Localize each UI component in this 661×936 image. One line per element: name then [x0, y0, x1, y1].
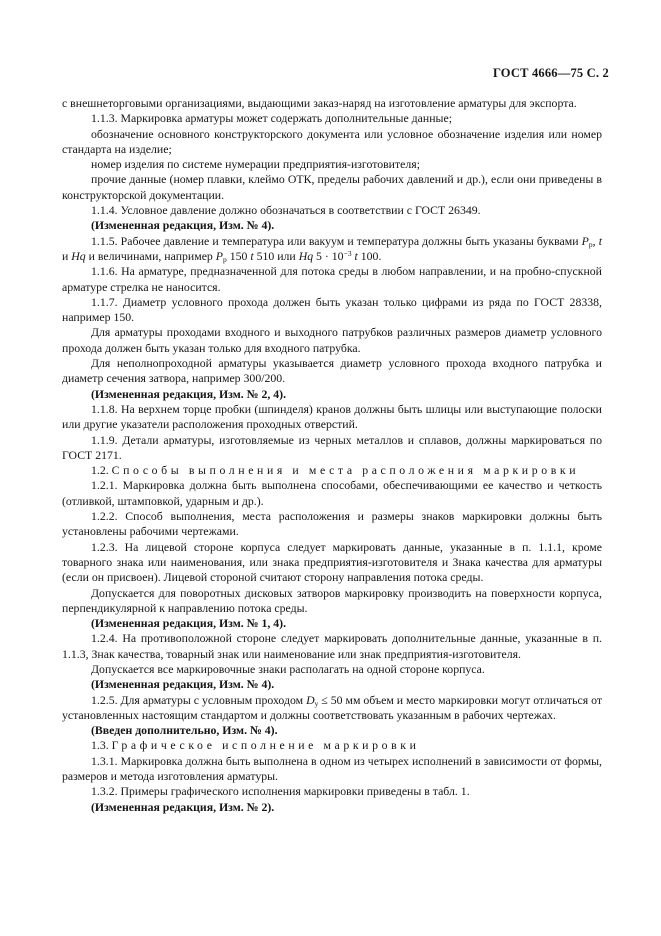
paragraph: 1.3.2. Примеры графического исполнения маркировки приведены в табл. 1. — [91, 784, 470, 799]
paragraph: 1.2.3. На лицевой стороне корпуса следует маркировать данные, указанные в п. 1.1.1, кроме товарного знака или наименования, или знака предприятия-изготовителя и Знака качества для арматуры (если он присвоен). Лицевой стороной считают сторону направления потока среды. — [62, 539, 602, 585]
amendment-note: (Измененная редакция, Изм. № 2, 4). — [91, 386, 287, 401]
paragraph: 1.3.1. Маркировка должна быть выполнена в одном из четырех исполнений в зависимости от формы, размеров и метода изготовления арматуры. — [62, 753, 602, 784]
paragraph: с внешнеторговыми организациями, выдающими заказ-наряд на изготовление арматуры для экспорта. — [62, 96, 577, 110]
paragraph: 1.2.1. Маркировка должна быть выполнена способами, обеспечивающими ее качество и четкость (отливкой, штамповкой, ударным и др.). — [62, 478, 602, 508]
paragraph-1-2-5: 1.2.5. Для арматуры с условным проходом $D_у \le 50$ мм объем и место маркировки могут отличаться от установленных настоящим стандартом и должны соответствовать указанным в рабочих чертежах. — [62, 692, 602, 722]
section-heading-1-3: 1.3. Графическое исполнение маркировки — [91, 738, 420, 753]
paragraph: Допускается все маркировочные знаки располагать на одной стороне корпуса. — [91, 661, 485, 676]
amendment-note: (Измененная редакция, Изм. № 2). — [91, 799, 275, 814]
amendment-note: (Измененная редакция, Изм. № 4). — [91, 218, 275, 233]
paragraph: 1.1.9. Детали арматуры, изготовляемые из черных металлов и сплавов, должны маркироваться по ГОСТ 2171. — [62, 432, 602, 462]
paragraph: Для неполнопроходной арматуры указывается диаметр условного прохода входного патрубка и диаметр сечения затвора, например 300/200. — [62, 356, 602, 386]
paragraph: 1.1.4. Условное давление должно обозначаться в соответствии с ГОСТ 26349. — [91, 203, 481, 218]
paragraph: 1.2.4. На противоположной стороне следует маркировать дополнительные данные, указанные в п. 1.1.3, Знак качества, товарный знак или наименование или знак предприятия-изготовителя. — [62, 631, 602, 661]
paragraph-1-1-5: 1.1.5. Рабочее давление и температура или вакуум и температура должны быть указаны буквами $P_р$, t и Hq и величинами, например $P_р$ 150 t 510 или Hq $5 \cdot 10^{-3}$ t 100. — [62, 233, 602, 264]
paragraph: 1.1.8. На верхнем торце пробки (шпинделя) кранов должны быть шлицы или выступающие полоски или другие указатели расположения проходных отверстий. — [62, 401, 602, 432]
paragraph: прочие данные (номер плавки, клеймо ОТК, пределы рабочих давлений и др.), если они приведены в конструкторской документации. — [62, 172, 602, 202]
amendment-note: (Введен дополнительно, Изм. № 4). — [91, 723, 278, 738]
paragraph: номер изделия по системе нумерации предприятия-изготовителя; — [91, 157, 420, 172]
paragraph: 1.1.3. Маркировка арматуры может содержать дополнительные данные; — [91, 111, 452, 126]
paragraph: 1.1.7. Диаметр условного прохода должен быть указан только цифрами из ряда по ГОСТ 28338, например 150. — [62, 294, 602, 325]
paragraph: обозначение основного конструкторского документа или условное обозначение изделия или номер стандарта на изделие; — [62, 126, 602, 156]
section-heading-1-2: 1.2. Способы выполнения и места расположения маркировки — [91, 463, 580, 478]
paragraph: Допускается для поворотных дисковых затворов маркировку производить на поверхности корпуса, перпендикулярной к направлению потока среды. — [62, 585, 602, 615]
paragraph: 1.1.6. На арматуре, предназначенной для потока среды в любом направлении, и на пробно-спускной арматуре стрелка не наносится. — [62, 264, 602, 294]
paragraph: Для арматуры проходами входного и выходного патрубков различных размеров диаметр условного прохода должен быть указан только для входного патрубка. — [62, 325, 602, 355]
body-text — [62, 96, 602, 815]
amendment-note: (Измененная редакция, Изм. № 4). — [91, 677, 275, 692]
amendment-note: (Измененная редакция, Изм. № 1, 4). — [91, 616, 287, 631]
paragraph: 1.2.2. Способ выполнения, места расположения и размеры знаков маркировки должны быть установлены рабочими чертежами. — [62, 509, 602, 539]
page-header: ГОСТ 4666—75 С. 2 — [492, 66, 609, 80]
